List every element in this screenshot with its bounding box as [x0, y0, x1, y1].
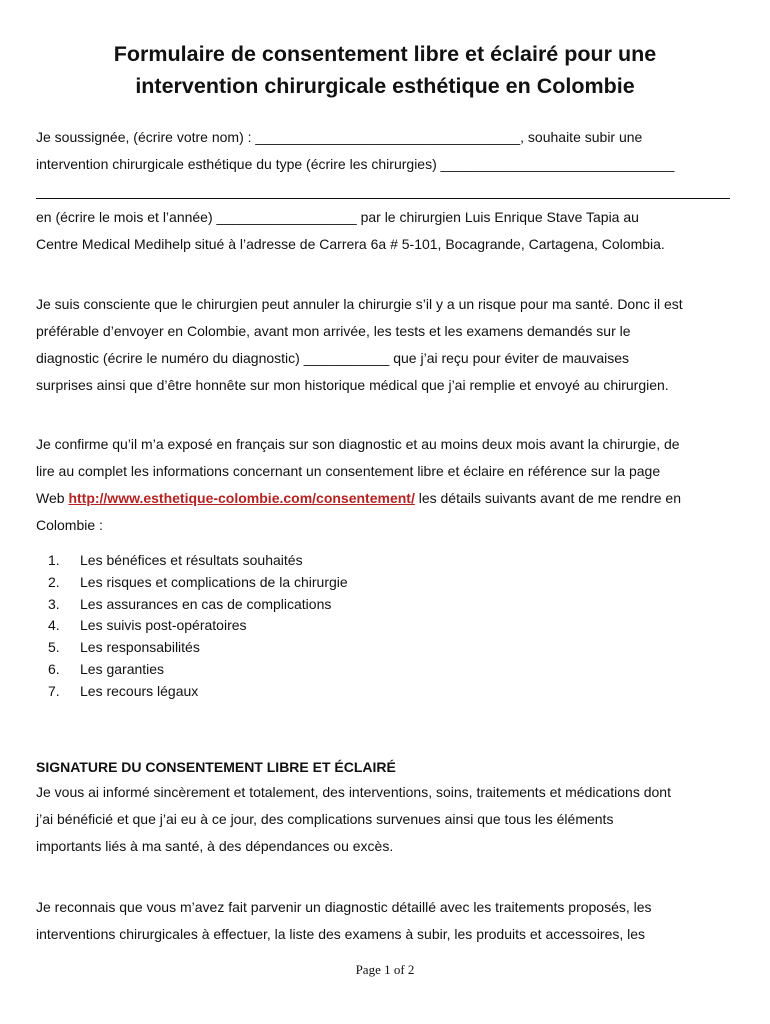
text-line: importants liés à ma santé, à des dépendances ou excès. [36, 838, 394, 854]
list-number: 1. [48, 552, 60, 568]
consentement-link[interactable]: http://www.esthetique-colombie.com/consentement/ [68, 490, 415, 506]
list-text: Les suivis post-opératoires [80, 617, 247, 634]
list-text: Les assurances en cas de complications [80, 595, 332, 612]
list-number: 4. [48, 617, 60, 634]
link-suffix: les détails suivants avant de me rendre en [414, 490, 681, 506]
list-number: 3. [48, 595, 60, 612]
text-line: Je vous ai informé sincèrement et totalement, des interventions, soins, traitements et médications dont [36, 784, 671, 800]
page-title [40, 38, 730, 102]
title-line: Formulaire de consentement libre et éclairé pour une [113, 42, 657, 66]
text-line-with-link [36, 490, 681, 506]
list-number: 6. [48, 660, 60, 677]
list-text: Les garanties [80, 660, 165, 677]
text-line: Je suis consciente que le chirurgien peut annuler la chirurgie s’il y a un risque pour ma santé. Donc il est [36, 296, 683, 312]
title-line: intervention chirurgicale esthétique en Colombie [135, 74, 635, 98]
page-number: Page 1 of 2 [355, 962, 415, 977]
list-text: Les responsabilités [80, 639, 200, 656]
text-line: Je confirme qu’il m’a exposé en français sur son diagnostic et au moins deux mois avant la chirurgie, de [36, 436, 680, 452]
list-item [48, 550, 348, 572]
list-text: Les recours légaux [80, 682, 199, 699]
list-text: Les risques et complications de la chirurgie [80, 573, 348, 590]
list-number: 7. [48, 682, 60, 699]
list-item [48, 615, 348, 637]
list-number: 5. [48, 639, 60, 656]
blank-fill-line [36, 198, 730, 199]
list-text: Les bénéfices et résultats souhaités [80, 552, 303, 568]
text-line: Je soussignée, (écrire votre nom) : __________________________________, souhaite subir une [36, 129, 643, 145]
text-line: intervention chirurgicale esthétique du type (écrire les chirurgies) ______________________________ [36, 156, 675, 172]
list-number: 2. [48, 573, 60, 590]
text-line: préférable d’envoyer en Colombie, avant mon arrivée, les tests et les examens demandés sur le [36, 323, 631, 339]
text-line: j’ai bénéficié et que j’ai eu à ce jour, des complications survenues ainsi que tous les éléments [36, 811, 614, 827]
text-line: en (écrire le mois et l’année) __________________ par le chirurgien Luis Enrique Stave Tapia au [36, 209, 639, 225]
text-line: lire au complet les informations concernant un consentement libre et éclaire en référence sur la page [36, 463, 661, 479]
text-line: Centre Medical Medihelp situé à l’adresse de Carrera 6a # 5-101, Bocagrande, Cartagena, Colombia. [36, 236, 665, 252]
text-line: surprises ainsi que d’être honnête sur mon historique médical que j’ai remplie et envoyé au chirurgien. [36, 377, 669, 393]
text-line: diagnostic (écrire le numéro du diagnostic) ___________ que j’ai reçu pour éviter de mauvaises [36, 350, 630, 366]
signature-heading: SIGNATURE DU CONSENTEMENT LIBRE ET ÉCLAIRÉ [36, 759, 396, 775]
text-line: Colombie : [36, 517, 103, 533]
text-line: interventions chirurgicales à effectuer, la liste des examens à subir, les produits et accessoires, les [36, 926, 646, 942]
list-item [48, 659, 348, 681]
web-label: Web [36, 490, 69, 506]
details-list [48, 550, 348, 703]
list-item [48, 681, 348, 703]
list-item [48, 594, 348, 616]
list-item [48, 572, 348, 594]
text-line: Je reconnais que vous m’avez fait parvenir un diagnostic détaillé avec les traitements proposés, les [36, 899, 652, 915]
list-item [48, 637, 348, 659]
